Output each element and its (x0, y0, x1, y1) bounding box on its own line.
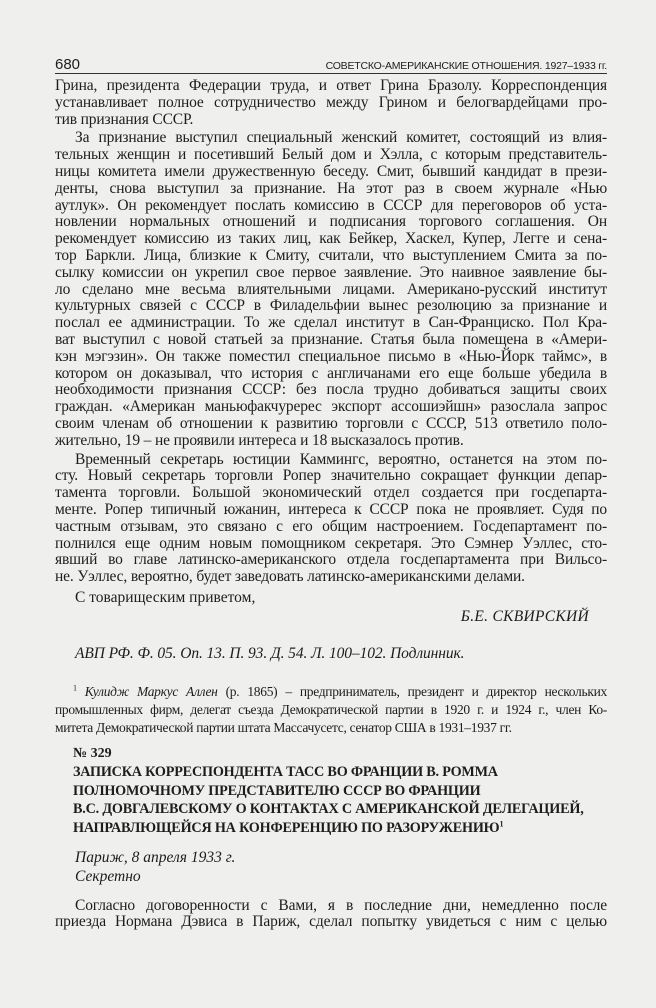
footnote-person-name: Кулидж Маркус Аллен (84, 683, 218, 699)
text-line: новлении нормальных отношений и подписания торгового соглашения. Он (55, 213, 607, 231)
signature: Б.Е. СКВИРСКИЙ (460, 607, 589, 625)
text-line: ват выступил с новой статьей за признание. Статья была помещена в «Амери- (55, 330, 607, 348)
footnote-line (55, 683, 607, 701)
closing-salutation: С товарищеским приветом, (75, 588, 256, 606)
text-line: За признание выступил специальный женский комитет, состоящий из влия- (75, 129, 607, 147)
classification: Секретно (75, 867, 141, 885)
footnote-line: промышленных фирм, делегат съезда Демократической партии в 1920 г. и 1924 г., член Ко- (55, 701, 607, 717)
text-line: аутлук». Он рекомендует послать комиссию в СССР для переговоров об уста- (55, 196, 607, 214)
text-line: граждан. «Американ маньюфакчуререс экспорт ассошиэйшн» разослала запрос (55, 398, 607, 416)
text-line: приезда Нормана Дэвиса в Париж, сделал попытку увидеться с ним с целью (55, 913, 607, 931)
text-line: культурных связей с СССР в Филадельфии вынес резолюцию за признание и (55, 297, 607, 315)
text-line: денты, снова выступил за признание. На этот раз в своем журнале «Нью (55, 179, 607, 197)
text-line: тельных женщин и посетивший Белый дом и Хэлла, с которым представитель- (55, 146, 607, 164)
footnote-text: (р. 1865) – предприниматель, президент и директор нескольких (217, 683, 607, 699)
text-line: явший во главе латинско-американского отдела госдепартамента при Вильсо- (55, 551, 607, 569)
running-title: СОВЕТСКО-АМЕРИКАНСКИЕ ОТНОШЕНИЯ. 1927–1933 гг. (325, 60, 607, 72)
archive-reference: АВП РФ. Ф. 05. Оп. 13. П. 93. Д. 54. Л. 100–102. Подлинник. (75, 644, 465, 662)
paragraph (55, 130, 607, 449)
text-line: сылку комиссии он укрепил свое первое заявление. Это наивное заявление бы- (55, 263, 607, 281)
text-line: устанавливает полное сотрудничество между Грином и белогвардейцами про- (55, 93, 607, 111)
text-line: не. Уэллес, вероятно, будет заведовать латинско-американскими делами. (55, 568, 525, 586)
paragraph (55, 452, 607, 586)
title-line-text: НАПРАВЛЮЩЕЙСЯ НА КОНФЕРЕНЦИЮ ПО РАЗОРУЖЕНИЮ (73, 819, 500, 836)
paragraph (55, 78, 607, 128)
page-body (55, 78, 607, 933)
text-line: послал ее администрации. То же сделал институт в Сан-Франциско. Пол Кра- (55, 314, 607, 332)
text-line: тор Баркли. Лица, близкие к Смиту, считали, что выступлением Смита за по- (55, 246, 607, 264)
text-line: Согласно договоренности с Вами, я в последние дни, немедленно после (75, 896, 607, 914)
page-number: 680 (55, 56, 81, 73)
text-line: жительно, 19 – не проявили интереса и 18 высказалось против. (55, 431, 464, 449)
title-footnote-marker: 1 (499, 819, 504, 829)
title-line: ПОЛНОМОЧНОМУ ПРЕДСТАВИТЕЛЮ СССР ВО ФРАНЦИИ (73, 782, 481, 799)
page-header (55, 56, 607, 74)
title-line (73, 819, 607, 838)
text-line: тамента торговли. Большой экономический отдел создается при госдепарта- (55, 484, 607, 502)
title-line: В.С. ДОВГАЛЕВСКОМУ О КОНТАКТАХ С АМЕРИКАНСКОЙ ДЕЛЕГАЦИЕЙ, (73, 801, 584, 818)
text-line: ло сделано мне весьма влиятельными лицами. Американо-русский институт (55, 280, 607, 298)
text-line: менте. Ропер типичный южанин, интереса к СССР пока не проявляет. Судя по (55, 500, 607, 518)
document-number: № 329 (73, 745, 112, 761)
title-line: ЗАПИСКА КОРРЕСПОНДЕНТА ТАСС ВО ФРАНЦИИ В. РОММА (73, 763, 498, 780)
text-line: котором он доказывал, что история с англичанами его еще больше убедила в (55, 364, 607, 382)
footnote-line: митета Демократической партии штата Массачусетс, сенатор США в 1931–1937 гг. (55, 719, 512, 735)
text-line: Временный секретарь юстиции Каммингс, вероятно, останется на этом по- (75, 450, 607, 468)
document-title (55, 763, 607, 838)
footnote (55, 683, 607, 737)
text-line: своим членам об отношении к развитию торговли с СССР, 513 ответило поло- (55, 414, 607, 432)
text-line: кэн мэгэзин». Он также поместил специальное письмо в «Нью-Йорк таймс», в (55, 347, 607, 365)
footnote-marker: 1 (73, 683, 77, 693)
place-date: Париж, 8 апреля 1933 г. (75, 848, 236, 866)
text-line: необходимости признания СССР: без посла трудно добиваться защиты своих (55, 381, 607, 399)
document-meta (55, 848, 607, 886)
text-line: частным отзывам, это связано с его общим настроением. Госдепартамент по- (55, 517, 607, 535)
text-line: рекомендует комиссию из таких лиц, как Бейкер, Хаскел, Купер, Легге и сена- (55, 230, 607, 248)
text-line: сту. Новый секретарь торговли Ропер значительно сокращает функции депар- (55, 467, 607, 485)
text-line: Грина, президента Федерации труда, и ответ Грина Бразолу. Корреспонденция (55, 77, 607, 94)
text-line: ницы комитета имели дружественную беседу. Смит, бывший кандидат в прези- (55, 162, 607, 180)
text-line: тив признания СССР. (55, 110, 194, 128)
paragraph (55, 898, 607, 932)
text-line: полнился еще одним новым помощником секретаря. Это Сэмнер Уэллес, сто- (55, 534, 607, 552)
